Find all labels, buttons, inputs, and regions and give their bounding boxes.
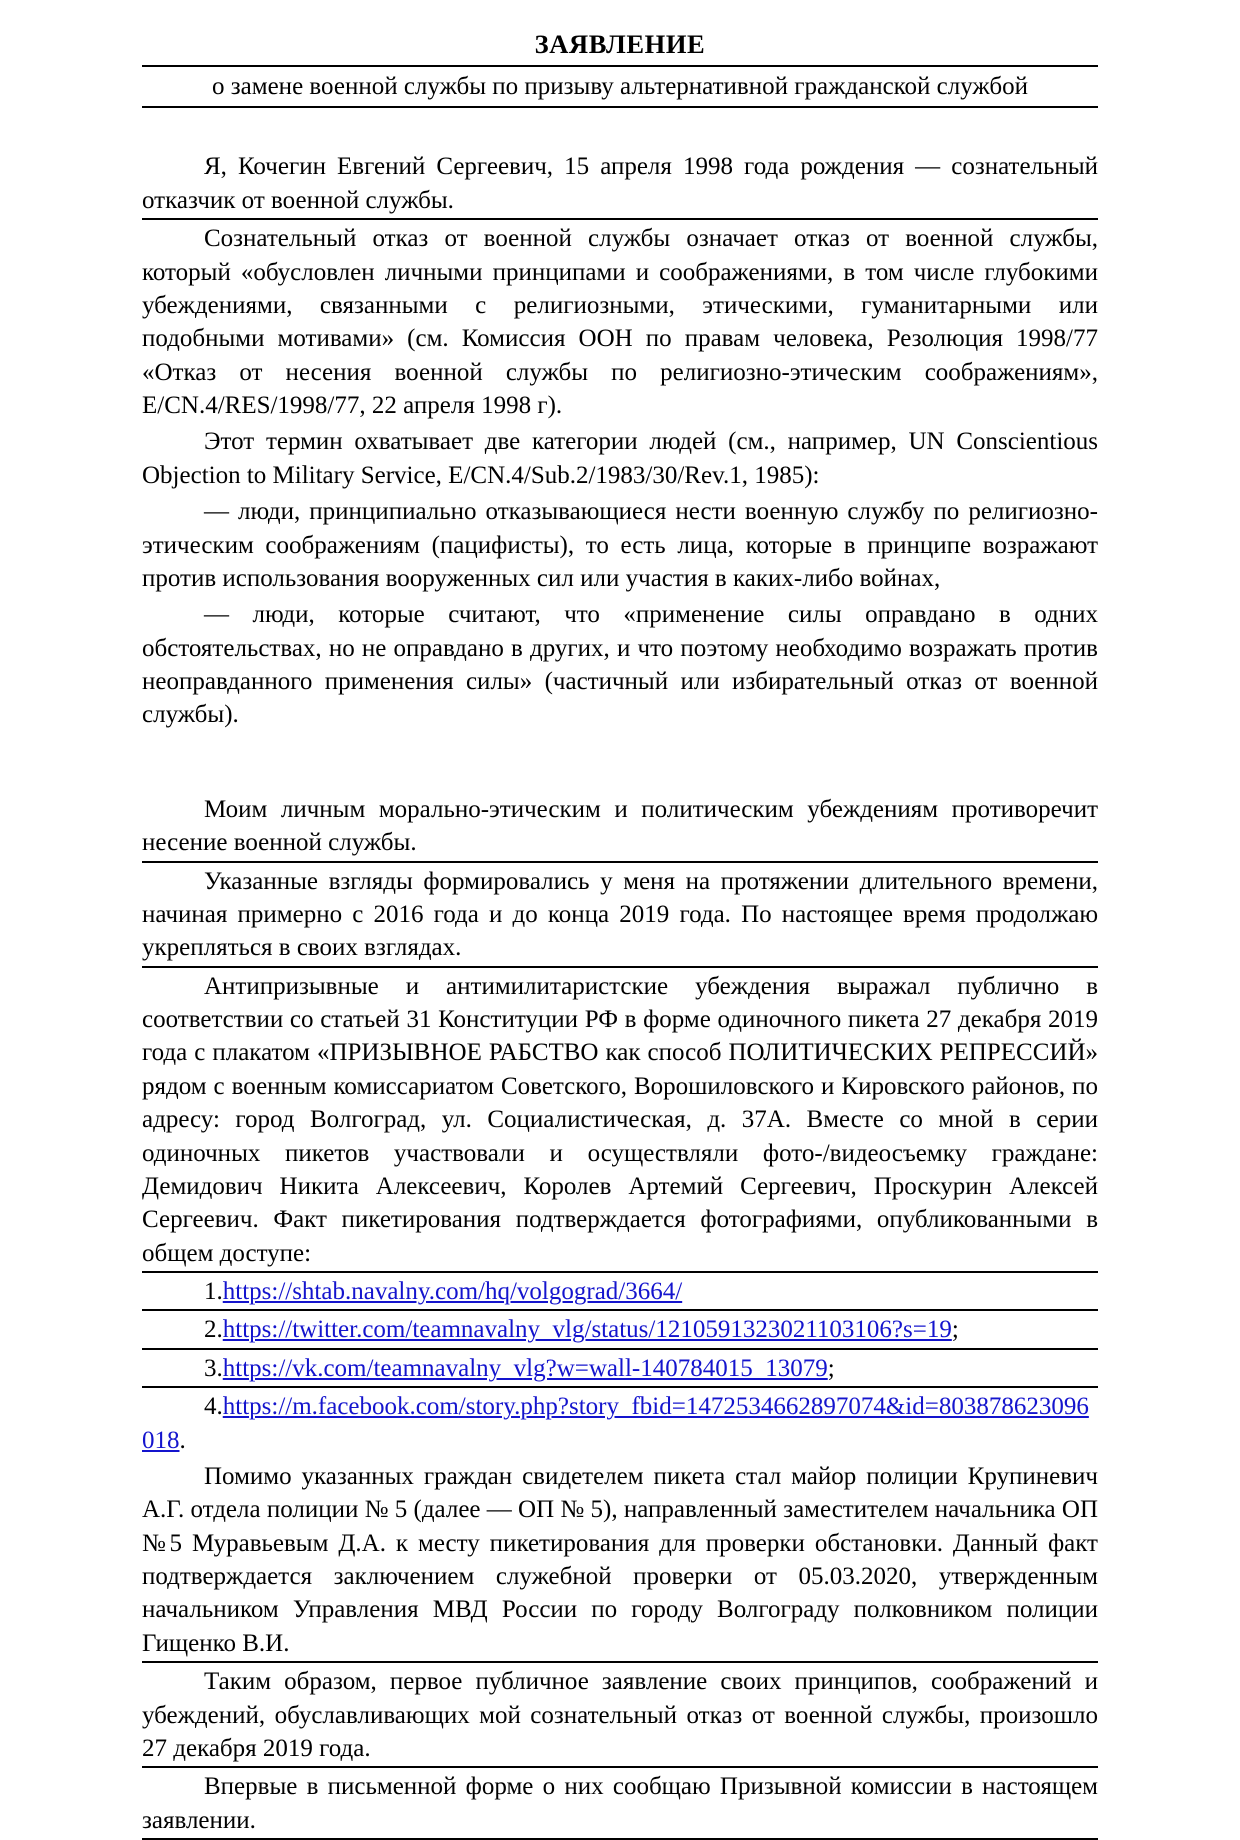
paragraph-category-pacifists: — люди, принципиально отказывающиеся нести военную службу по религиозно-этическим соображениям (пацифисты), то есть лица, которые в принципе возражают против использования вооруженных сил или участия в каких-либо войнах, [142, 498, 1098, 592]
paragraph-definition: Сознательный отказ от военной службы означает отказ от военной службы, который «обусловлен личными принципами и соображениями, в том числе глубокими убеждениями, связанными с религиозными, этическими, гуманитарными или подобными мотивами» (см. Комиссия ООН по правам человека, Резолюция 1998/77 «Отказ от несения военной службы по религиозно-этическим соображениям», E/CN.4/RES/1998/77, 22 апреля 1998 г). [142, 225, 1098, 419]
link-suffix: ; [951, 1316, 959, 1344]
page-title: ЗАЯВЛЕНИЕ [534, 29, 706, 59]
list-number: 2. [204, 1316, 223, 1344]
list-item-link-4[interactable] [142, 1388, 1098, 1458]
list-number: 3. [204, 1354, 223, 1382]
paragraph-personal-convictions: Моим личным морально-этическим и политическим убеждениям противоречит несение военной службы. [142, 795, 1098, 857]
list-number: 4. [204, 1393, 223, 1421]
link-facebook-story[interactable]: https://m.facebook.com/story.php?story_fbid=1472534662897074&id=803878623096018 [142, 1393, 1089, 1454]
paragraph-two-categories: Этот термин охватывает две категории людей (см., например, UN Conscientious Objection to Military Service, E/CN.4/Sub.2/1983/30/Rev.1, 1985): [142, 428, 1098, 489]
list-item-link-1[interactable] [142, 1273, 1098, 1309]
paragraph-conclusion-first-public: Таким образом, первое публичное заявление своих принципов, соображений и убеждений, обуславливающих мой сознательный отказ от военной службы, произошло 27 декабря 2019 года. [142, 1668, 1098, 1762]
document-subtitle: о замене военной службы по призыву альтернативной гражданской службой [212, 73, 1028, 101]
link-vk-teamnavalny[interactable]: https://vk.com/teamnavalny_vlg?w=wall-140784015_13079 [222, 1354, 828, 1382]
list-number: 1. [204, 1278, 223, 1305]
paragraph-first-written-form: Впервые в письменной форме о них сообщаю Призывной комиссии в настоящем заявлении. [142, 1773, 1098, 1834]
paragraph-police-witness: Помимо указанных граждан свидетелем пикета стал майор полиции Крупиневич А.Г. отдела полиции № 5 (далее — ОП № 5), направленный заместителем начальника ОП №5 Муравьевым Д.А. к месту пикетирования для проверки обстановки. Данный факт подтверждается заключением служебной проверки от 05.03.2020, утвержденным начальником Управления МВД России по городу Волгограду полковником полиции Гищенко В.И. [142, 1462, 1098, 1657]
list-item-link-3[interactable] [142, 1350, 1098, 1386]
paragraph-views-formation: Указанные взгляды формировались у меня на протяжении длительного времени, начиная примерно с 2016 года и до конца 2019 года. По настоящее время продолжаю укрепляться в своих взглядах. [142, 867, 1098, 962]
list-item-link-2[interactable] [142, 1311, 1098, 1347]
link-suffix: ; [827, 1354, 835, 1382]
paragraph-identity: Я, Кочегин Евгений Сергеевич, 15 апреля 1998 года рождения — сознательный отказчик от военной службы. [142, 153, 1098, 214]
spacer-after-title [142, 108, 1098, 148]
paragraph-category-partial: — люди, которые считают, что «применение силы оправдано в одних обстоятельствах, но не оправдано в других, и что поэтому необходимо возражать против неоправданного применения силы» (частичный или избирательный отказ от военной службы). [142, 601, 1098, 729]
link-twitter-teamnavalny[interactable]: https://twitter.com/teamnavalny_vlg/status/1210591323021103106?s=19 [222, 1316, 952, 1344]
spacer-mid-document [142, 733, 1098, 791]
link-shtab-navalny[interactable]: https://shtab.navalny.com/hq/volgograd/3664/ [222, 1278, 683, 1305]
paragraph-picket: Антипризывные и антимилитаристские убеждения выражал публично в соответствии со статьей 31 Конституции РФ в форме одиночного пикета 27 декабря 2019 года с плакатом «ПРИЗЫВНОЕ РАБСТВО как способ ПОЛИТИЧЕСКИХ РЕПРЕССИЙ» рядом с военным комиссариатом Советского, Ворошиловского и Кировского районов, по адресу: город Волгоград, ул. Социалистическая, д. 37А. Вместе со мной в серии одиночных пикетов участвовали и осуществляли фото-/видеосъемку граждане: Демидович Никита Алексеевич, Королев Артемий Сергеевич, Проскурин Алексей Сергеевич. Факт пикетирования подтверждается фотографиями, опубликованными в общем доступе: [142, 972, 1098, 1267]
link-suffix: . [179, 1426, 186, 1454]
